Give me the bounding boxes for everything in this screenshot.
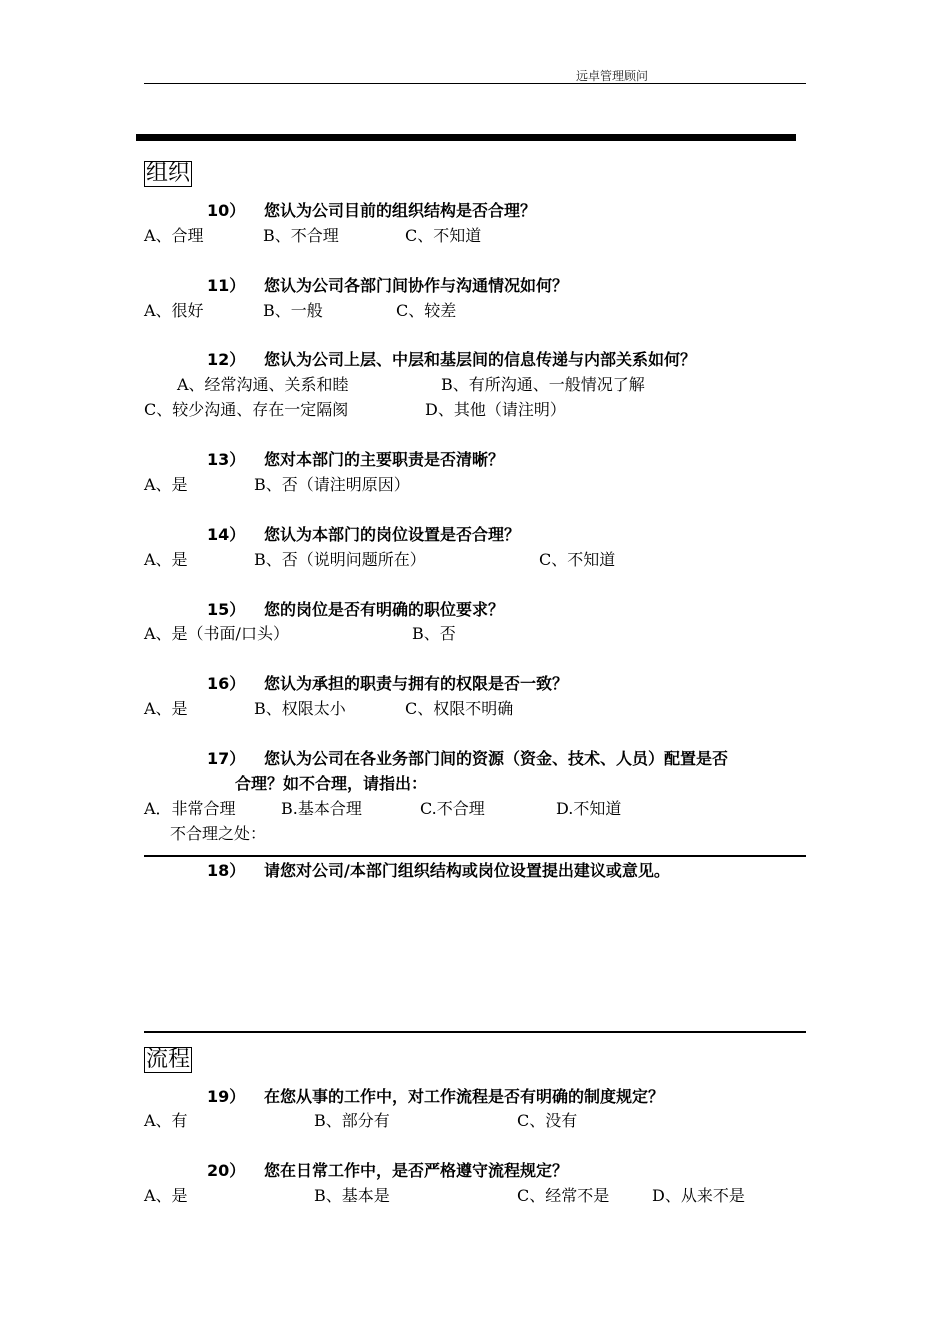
option[interactable]: A、是 [144, 550, 188, 569]
section-divider [144, 1031, 806, 1033]
question-text: 您在日常工作中，是否严格遵守流程规定？ [264, 1161, 569, 1180]
option[interactable]: C、较少沟通、存在一定隔阂 [144, 400, 349, 419]
option[interactable]: C、不知道 [539, 550, 616, 569]
option[interactable]: B、不合理 [263, 226, 339, 245]
option[interactable]: B、部分有 [314, 1111, 390, 1130]
question-text: 您认为公司目前的组织结构是否合理？ [264, 201, 537, 220]
question-16 [207, 672, 568, 696]
question-19 [207, 1085, 664, 1109]
question-number: 16） [207, 674, 246, 693]
question-number: 12） [207, 350, 246, 369]
option[interactable]: B.基本合理 [281, 799, 362, 818]
question-number: 17） [207, 749, 246, 768]
option[interactable]: C、没有 [517, 1111, 578, 1130]
header-company-name: 远卓管理顾问 [576, 69, 649, 83]
option[interactable]: A、经常沟通、关系和睦 [177, 375, 349, 394]
option[interactable]: B、否（请注明原因） [254, 475, 410, 494]
option[interactable]: A、是 [144, 699, 188, 718]
question-number: 18） [207, 861, 246, 880]
option[interactable]: C.不合理 [420, 799, 485, 818]
section-title-process: 流程 [146, 1047, 191, 1072]
question-number: 11） [207, 276, 246, 295]
question-text: 您的岗位是否有明确的职位要求？ [264, 600, 505, 619]
option[interactable]: A、合理 [144, 226, 204, 245]
option[interactable]: A、有 [144, 1111, 188, 1130]
question-text: 您认为公司各部门间协作与沟通情况如何？ [264, 276, 569, 295]
option[interactable]: C、经常不是 [517, 1186, 610, 1205]
question-number: 19） [207, 1087, 246, 1106]
answer-note-label: 不合理之处： [170, 824, 267, 843]
question-15 [207, 598, 504, 622]
question-number: 10） [207, 201, 246, 220]
option[interactable]: B、基本是 [314, 1186, 390, 1205]
option[interactable]: D、从来不是 [652, 1186, 745, 1205]
option[interactable]: B、一般 [263, 301, 323, 320]
option[interactable]: C、较差 [396, 301, 457, 320]
question-14 [207, 523, 520, 547]
question-number: 14） [207, 525, 246, 544]
section-title-org: 组织 [146, 161, 191, 186]
option[interactable]: A、是 [144, 1186, 188, 1205]
question-18 [207, 859, 670, 883]
option[interactable]: A、很好 [144, 301, 204, 320]
question-text: 您认为本部门的岗位设置是否合理？ [264, 525, 521, 544]
option[interactable]: B、否 [412, 624, 456, 643]
question-text: 您对本部门的主要职责是否清晰？ [264, 450, 505, 469]
question-17 [207, 747, 728, 771]
option[interactable]: B、否（说明问题所在） [254, 550, 426, 569]
question-text: 请您对公司/本部门组织结构或岗位设置提出建议或意见。 [264, 861, 670, 880]
question-17-continued: 合理？如不合理，请指出： [235, 774, 428, 793]
question-text: 您认为承担的职责与拥有的权限是否一致？ [264, 674, 569, 693]
option[interactable]: C、不知道 [405, 226, 482, 245]
question-number: 15） [207, 600, 246, 619]
option[interactable]: A、是 [144, 475, 188, 494]
question-text: 在您从事的工作中，对工作流程是否有明确的制度规定？ [264, 1087, 665, 1106]
option[interactable]: A．非常合理 [144, 799, 236, 818]
thick-divider [136, 134, 796, 141]
question-text: 您认为公司在各业务部门间的资源（资金、技术、人员）配置是否 [264, 749, 729, 768]
question-13 [207, 448, 504, 472]
question-10 [207, 199, 536, 223]
option[interactable]: B、权限太小 [254, 699, 346, 718]
header-rule [144, 83, 806, 84]
question-11 [207, 274, 568, 298]
question-12 [207, 348, 696, 372]
option[interactable]: A、是（书面/口头） [144, 624, 289, 643]
question-20 [207, 1159, 568, 1183]
question-text: 您认为公司上层、中层和基层间的信息传递与内部关系如何？ [264, 350, 697, 369]
question-number: 20） [207, 1161, 246, 1180]
answer-line[interactable] [144, 855, 806, 857]
option[interactable]: C、权限不明确 [405, 699, 514, 718]
question-number: 13） [207, 450, 246, 469]
option[interactable]: D.不知道 [556, 799, 622, 818]
option[interactable]: B、有所沟通、一般情况了解 [441, 375, 645, 394]
option[interactable]: D、其他（请注明） [425, 400, 566, 419]
